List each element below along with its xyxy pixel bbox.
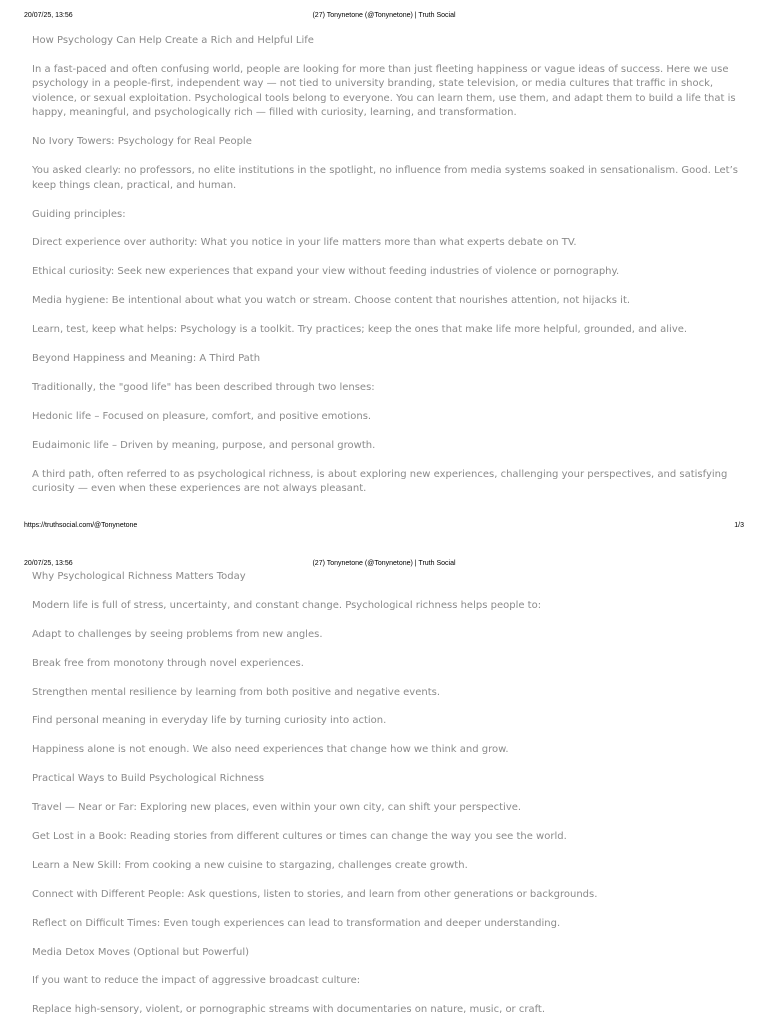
list-item: Eudaimonic life – Driven by meaning, purpose, and personal growth. — [32, 439, 376, 451]
print-page-title: (27) Tonynetone (@Tonynetone) | Truth Social — [312, 560, 456, 567]
print-date: 20/07/25, 13:56 — [24, 560, 73, 567]
list-item: Travel — Near or Far: Exploring new places, even within your own city, can shift your perspective. — [32, 802, 522, 814]
print-page-title: (27) Tonynetone (@Tonynetone) | Truth Social — [312, 12, 456, 19]
paragraph: In a fast-paced and often confusing world, people are looking for more than just fleeting happiness or vague ideas of success. Here we use psychology in a people-first, independent way — not tied to university branding, state television, or media cultures that traffic in shock, violence, or sexual exploitation. Psychological tools belong to everyone. You can learn them, use them, and adapt them to build a life that is happy, meaningful, and psychologically rich — filled with curiosity, learning, and transformation. — [32, 63, 736, 119]
paragraph: Traditionally, the "good life" has been described through two lenses: — [32, 381, 375, 393]
paragraph: A third path, often referred to as psychological richness, is about exploring new experiences, challenging your perspectives, and satisfying curiosity — even when these experiences are not always pleasant. — [32, 468, 728, 495]
print-footer — [0, 522, 768, 534]
list-item: Connect with Different People: Ask questions, listen to stories, and learn from other generations or backgrounds. — [32, 888, 598, 900]
section-heading: Practical Ways to Build Psychological Richness — [32, 773, 265, 785]
print-url-link[interactable]: https://truthsocial.com/@Tonynetone — [24, 522, 138, 529]
list-item: Find personal meaning in everyday life by turning curiosity into action. — [32, 715, 387, 727]
list-item: Reflect on Difficult Times: Even tough experiences can lead to transformation and deeper understanding. — [32, 917, 561, 929]
list-item: Get Lost in a Book: Reading stories from different cultures or times can change the way you see the world. — [32, 831, 567, 843]
list-item: Hedonic life – Focused on pleasure, comfort, and positive emotions. — [32, 410, 372, 422]
section-heading: No Ivory Towers: Psychology for Real People — [32, 136, 252, 148]
paragraph: Guiding principles: — [32, 208, 126, 220]
print-page-2 — [0, 548, 768, 1024]
section-heading: Media Detox Moves (Optional but Powerful) — [32, 946, 250, 958]
section-heading: Why Psychological Richness Matters Today — [32, 571, 246, 582]
list-item: Ethical curiosity: Seek new experiences that expand your view without feeding industries of violence or pornography. — [32, 266, 620, 278]
list-item: Strengthen mental resilience by learning from both positive and negative events. — [32, 686, 441, 698]
post-content — [32, 570, 740, 1032]
paragraph: Modern life is full of stress, uncertainty, and constant change. Psychological richness helps people to: — [32, 599, 542, 611]
list-item: Learn, test, keep what helps: Psychology is a toolkit. Try practices; keep the ones that make life more helpful, grounded, and alive. — [32, 324, 688, 336]
paragraph: If you want to reduce the impact of aggressive broadcast culture: — [32, 975, 361, 987]
list-item: Adapt to challenges by seeing problems from new angles. — [32, 628, 323, 640]
list-item: Break free from monotony through novel experiences. — [32, 657, 304, 669]
paragraph: You asked clearly: no professors, no elite institutions in the spotlight, no influence from media systems soaked in sensationalism. Good. Let’s keep things clean, practical, and human. — [32, 165, 738, 191]
list-item: Replace high-sensory, violent, or pornographic streams with documentaries on nature, music, or craft. — [32, 1004, 546, 1016]
paragraph: Happiness alone is not enough. We also need experiences that change how we think and grow. — [32, 744, 509, 756]
print-header — [0, 12, 768, 24]
list-item: Learn a New Skill: From cooking a new cuisine to stargazing, challenges create growth. — [32, 859, 468, 871]
section-heading: How Psychology Can Help Create a Rich and Helpful Life — [32, 35, 314, 46]
print-page-number: 1/3 — [734, 522, 744, 529]
post-content — [32, 34, 740, 511]
section-heading: Beyond Happiness and Meaning: A Third Path — [32, 353, 261, 365]
list-item: Media hygiene: Be intentional about what you watch or stream. Choose content that nourishes attention, not hijacks it. — [32, 295, 631, 307]
list-item: Direct experience over authority: What you notice in your life matters more than what experts debate on TV. — [32, 237, 577, 249]
print-date: 20/07/25, 13:56 — [24, 12, 73, 19]
